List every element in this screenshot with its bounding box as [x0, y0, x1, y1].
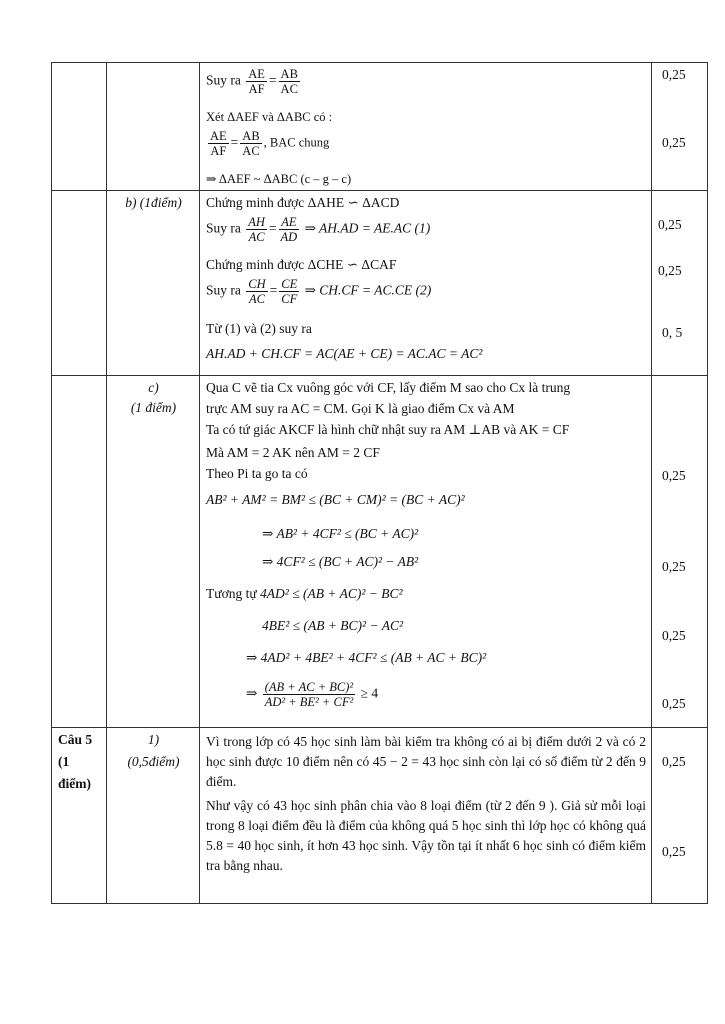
- question-points: (1: [58, 754, 70, 769]
- question-cell: [52, 63, 107, 191]
- content-line: Chứng minh được ΔCHE ∽ ΔCAF: [206, 257, 397, 272]
- score-cell: [652, 376, 708, 728]
- content-line: ⇒ 4AD² + 4BE² + 4CF² ≤ (AB + AC + BC)²: [246, 650, 487, 665]
- part-cell: [107, 376, 200, 728]
- content-line: Từ (1) và (2) suy ra: [206, 321, 312, 336]
- fraction: $\frac{AE}{AD}$: [280, 215, 298, 244]
- content-line: ⇒ $\frac{\text{(AB + AC + BC)²}}{\text{AD² + BE² + CF²}}$ ≥ 4: [246, 680, 379, 709]
- content-line: Suy ra $\frac{CH}{AC}$ = $\frac{CE}{CF}$ ⇒ CH.CF = AC.CE (2): [206, 277, 432, 306]
- fraction: $\frac{\text{(AB + AC + BC)²}}{\text{AD² + BE² + CF²}}$: [264, 680, 354, 709]
- fraction: $\frac{AB}{AC}$: [280, 67, 298, 96]
- text: Suy ra: [206, 72, 241, 88]
- part-points: (1 điểm): [130, 400, 177, 415]
- score-value: 0, 5: [662, 325, 683, 340]
- content-line: ⇒ ΔAEF ~ ΔABC (c – g – c): [206, 172, 352, 186]
- score-value: 0,25: [662, 559, 686, 574]
- question-points-unit: điểm): [58, 776, 91, 791]
- content-line: Suy ra $\frac{AE}{AF}$ = $\frac{AB}{AC}$: [206, 67, 298, 96]
- part-points: (0,5điểm): [127, 754, 180, 769]
- score-value: 0,25: [662, 468, 686, 483]
- question-cell: [52, 728, 107, 904]
- fraction: $\frac{AE}{AF}$: [248, 67, 265, 96]
- score-value: 0,25: [662, 135, 686, 150]
- question-label: Câu 5: [58, 732, 93, 747]
- score-value: 0,25: [662, 67, 686, 82]
- content-cell: [200, 728, 652, 904]
- question-cell: [52, 191, 107, 376]
- score-value: 0,25: [662, 844, 686, 859]
- score-cell: [652, 728, 708, 904]
- table-row: [52, 376, 708, 728]
- part-cell: [107, 191, 200, 376]
- fraction: $\frac{AB}{AC}$: [242, 129, 260, 158]
- score-cell: [652, 191, 708, 376]
- content-line: $\frac{AE}{AF}$ = $\frac{AB}{AC}$ , BAC chung: [210, 129, 330, 158]
- grading-table: [51, 62, 708, 904]
- content-line: Theo Pi ta go ta có: [206, 466, 308, 481]
- content-line: Suy ra $\frac{AH}{AC}$ = $\frac{AE}{AD}$ ⇒ AH.AD = AE.AC (1): [206, 215, 431, 244]
- fraction: $\frac{CE}{CF}$: [281, 277, 298, 306]
- table-row: [52, 63, 708, 191]
- part-label: b) (1điểm): [125, 195, 182, 210]
- score-value: 0,25: [662, 754, 686, 769]
- content-line: Chứng minh được ΔAHE ∽ ΔACD: [206, 195, 400, 210]
- part-cell: [107, 728, 200, 904]
- table-row: [52, 728, 708, 904]
- content-paragraph: Vì trong lớp có 45 học sinh làm bài kiểm tra không có ai bị điểm dưới 2 và có 2 học sinh được 10 điểm nên có 45 − 2 = 43 học sinh còn lại có số điểm từ 2 đến 9 điểm.: [206, 734, 646, 789]
- content-line: AB² + AM² = BM² ≤ (BC + CM)² = (BC + AC)²: [206, 492, 465, 507]
- content-line: 4BE² ≤ (AB + BC)² − AC²: [262, 618, 404, 633]
- content-cell: [200, 191, 652, 376]
- table-row: [52, 191, 708, 376]
- question-cell: [52, 376, 107, 728]
- content-line: Tương tự 4AD² ≤ (AB + AC)² − BC²: [206, 586, 403, 601]
- content-line: AH.AD + CH.CF = AC(AE + CE) = AC.AC = AC²: [206, 346, 483, 361]
- part-label: c): [148, 380, 159, 395]
- content-line: Mà AM = 2 AK nên AM = 2 CF: [206, 445, 380, 460]
- content-cell: [200, 63, 652, 191]
- score-value: 0,25: [658, 217, 682, 232]
- content-cell: [200, 376, 652, 728]
- content-line: ⇒ AB² + 4CF² ≤ (BC + AC)²: [262, 526, 419, 541]
- score-cell: [652, 63, 708, 191]
- fraction: $\frac{AE}{AF}$: [210, 129, 227, 158]
- score-value: 0,25: [658, 263, 682, 278]
- content-line: Qua C vẽ tia Cx vuông góc với CF, lấy điểm M sao cho Cx là trung: [206, 380, 571, 395]
- content-line: Xét ΔAEF và ΔABC có :: [206, 110, 333, 124]
- content-line: ⇒ 4CF² ≤ (BC + AC)² − AB²: [262, 554, 419, 569]
- content-line: trực AM suy ra AC = CM. Gọi K là giao điểm Cx và AM: [206, 401, 515, 416]
- part-cell: [107, 63, 200, 191]
- content-paragraph: Như vậy có 43 học sinh phân chia vào 8 loại điểm (từ 2 đến 9 ). Giả sử mỗi loại trong 8 loại điểm đều là điểm của không quá 5 học sinh thì lớp học có không quá 5.8 = 40 học sinh, ít hơn 43 học sinh. Vậy tồn tại ít nhất 6 học sinh có điểm kiểm tra bằng nhau.: [206, 798, 646, 873]
- fraction: $\frac{AH}{AC}$: [248, 215, 265, 244]
- content-line: Ta có tứ giác AKCF là hình chữ nhật suy ra AM ⊥AB và AK = CF: [206, 422, 570, 437]
- score-value: 0,25: [662, 696, 686, 711]
- part-label: 1): [147, 732, 160, 747]
- fraction: $\frac{CH}{AC}$: [248, 277, 266, 306]
- score-value: 0,25: [662, 628, 686, 643]
